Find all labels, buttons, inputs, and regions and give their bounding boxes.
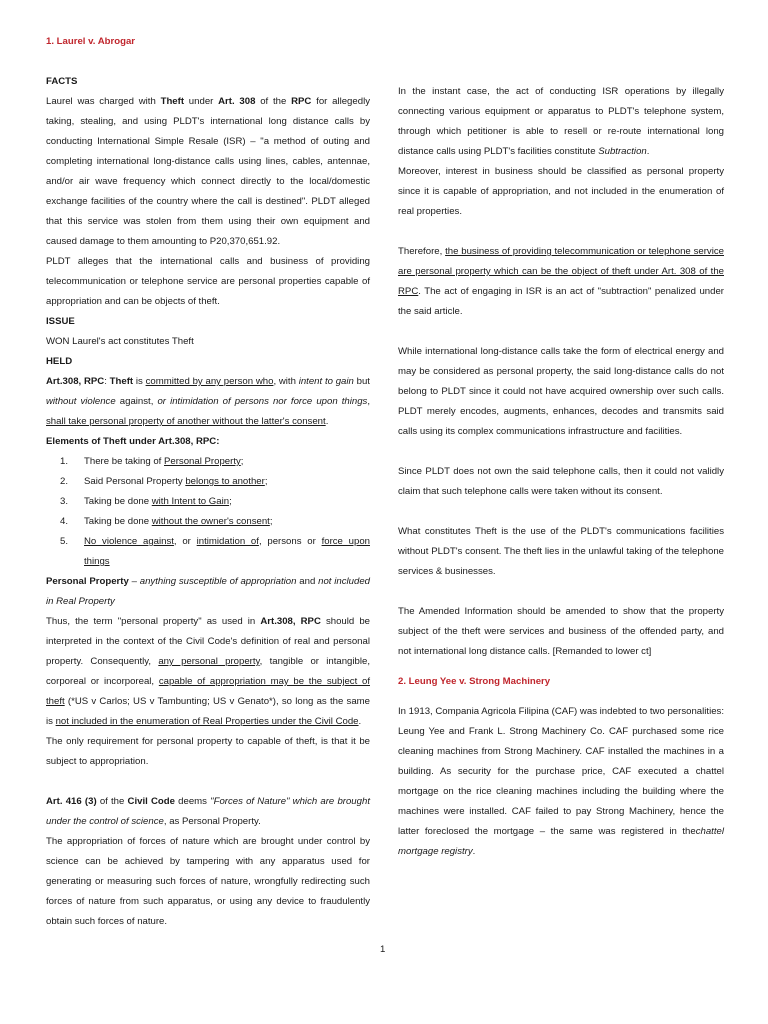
issue-heading: ISSUE (46, 316, 75, 327)
appropriation-paragraph: The appropriation of forces of nature which are brought under control by science can be achieved by tampering with any apparatus used for generating or measuring such forces of nature, wrongfully redirecting such forces of nature from such apparatus, or using any device to fraudulently obtain such forces of nature. (46, 836, 370, 927)
issue-text: WON Laurel's act constitutes Theft (46, 336, 194, 347)
amended-paragraph: The Amended Information should be amended to show that the property subject of the theft were services and business of the offended party, and not international long distance calls. [Remanded to lower ct] (398, 606, 724, 657)
held-heading: HELD (46, 356, 73, 367)
personal-property-definition: Personal Property – anything susceptible of appropriation and not included in Real Property (46, 576, 370, 607)
left-column (46, 32, 370, 932)
elements-heading: Elements of Theft under Art.308, RPC: (46, 436, 220, 447)
facts-paragraph-1: Laurel was charged with Theft under Art. 308 of the RPC for allegedly taking, stealing, and using PLDT's international long distance calls by conducting International Simple Resale (ISR) – "a method of outing and completing international long-distance calls using lines, cables, antennae, and/or air wave frequency which connect directly to the local/domestic exchange facilities of the country where the call is destined". PLDT alleged that this service was stolen from them using their own equipment and caused damage to them amounting to P20,370,651.92. (46, 96, 370, 247)
list-item: 1. There be taking of Personal Property; (60, 456, 244, 467)
list-item: 3. Taking be done with Intent to Gain; (60, 496, 232, 507)
facts-paragraph-2: PLDT alleges that the international calls and business of providing telecommunication or telephone service are personal properties capable of appropriation and can be objects of theft. (46, 256, 370, 307)
case-title-2: 2. Leung Yee v. Strong Machinery (398, 676, 551, 687)
case2-paragraph: In 1913, Compania Agricola Filipina (CAF) was indebted to two personalities: Leung Yee and Frank L. Strong Machinery Co. CAF purchased some rice cleaning machines from Strong Machinery. CAF installed the machines in a building. As security for the purchase price, CAF executed a chattel mortgage on the rice cleaning machines including the building where the machines were installed. CAF failed to pay Strong Machinery, hence the latter foreclosed the mortgage – the same was registered in thechattel mortgage registry. (398, 706, 724, 857)
thus-paragraph: Thus, the term "personal property" as used in Art.308, RPC should be interpreted in the context of the Civil Code's definition of real and personal property. Consequently, any personal property, tangible or intangible, corporeal or incorporeal, capable of appropriation may be the subject of theft (*US v Carlos; US v Tambunting; US v Genato*), so long as the same is not included in the enumeration of Real Properties under the Civil Code. (46, 616, 370, 727)
elements-list (46, 452, 370, 572)
theft-definition: Art.308, RPC: Theft is committed by any person who, with intent to gain but without violence against, or intimidation of persons nor force upon things, shall take personal property of another without the latter's consent. (46, 376, 371, 427)
art-416-paragraph: Art. 416 (3) of the Civil Code deems "Forces of Nature" which are brought under the control of science, as Personal Property. (46, 796, 370, 827)
case-title-1: 1. Laurel v. Abrogar (46, 36, 136, 47)
page-number: 1 (380, 944, 386, 955)
list-item: 4. Taking be done without the owner's consent; (60, 516, 273, 527)
while-paragraph: While international long-distance calls take the form of electrical energy and may be considered as personal property, the said long-distance calls do not belong to PLDT since it could not have acquired ownership over such calls. PLDT merely encodes, augments, enhances, decodes and transmits said calls using its complex communications infrastructure and facilities. (398, 346, 724, 437)
right-column (398, 42, 724, 862)
facts-heading: FACTS (46, 76, 78, 87)
list-item: 2. Said Personal Property belongs to another; (60, 476, 268, 487)
only-requirement-paragraph: The only requirement for personal property to capable of theft, is that it be subject to appropriation. (46, 736, 370, 767)
list-item: 5. No violence against, or intimidation of, persons or force upon things (60, 536, 370, 567)
moreover-paragraph: Moreover, interest in business should be classified as personal property since it is capable of appropriation, and not included in the enumeration of real properties. (398, 166, 724, 217)
therefore-paragraph: Therefore, the business of providing telecommunication or telephone service are personal property which can be the object of theft under Art. 308 of the RPC. The act of engaging in ISR is an act of "subtraction" penalized under the said article. (398, 246, 724, 317)
instant-case-paragraph: In the instant case, the act of conducting ISR operations by illegally connecting various equipment or apparatus to PLDT's telephone system, through which petitioner is able to resell or re-route international long distance calls using PLDT's facilities constitute Subtraction. (398, 86, 724, 157)
what-constitutes-paragraph: What constitutes Theft is the use of the PLDT's communications facilities without PLDT's consent. The theft lies in the unlawful taking of the telephone services & businesses. (398, 526, 724, 577)
since-paragraph: Since PLDT does not own the said telephone calls, then it could not validly claim that such telephone calls were taken without its consent. (398, 466, 724, 497)
